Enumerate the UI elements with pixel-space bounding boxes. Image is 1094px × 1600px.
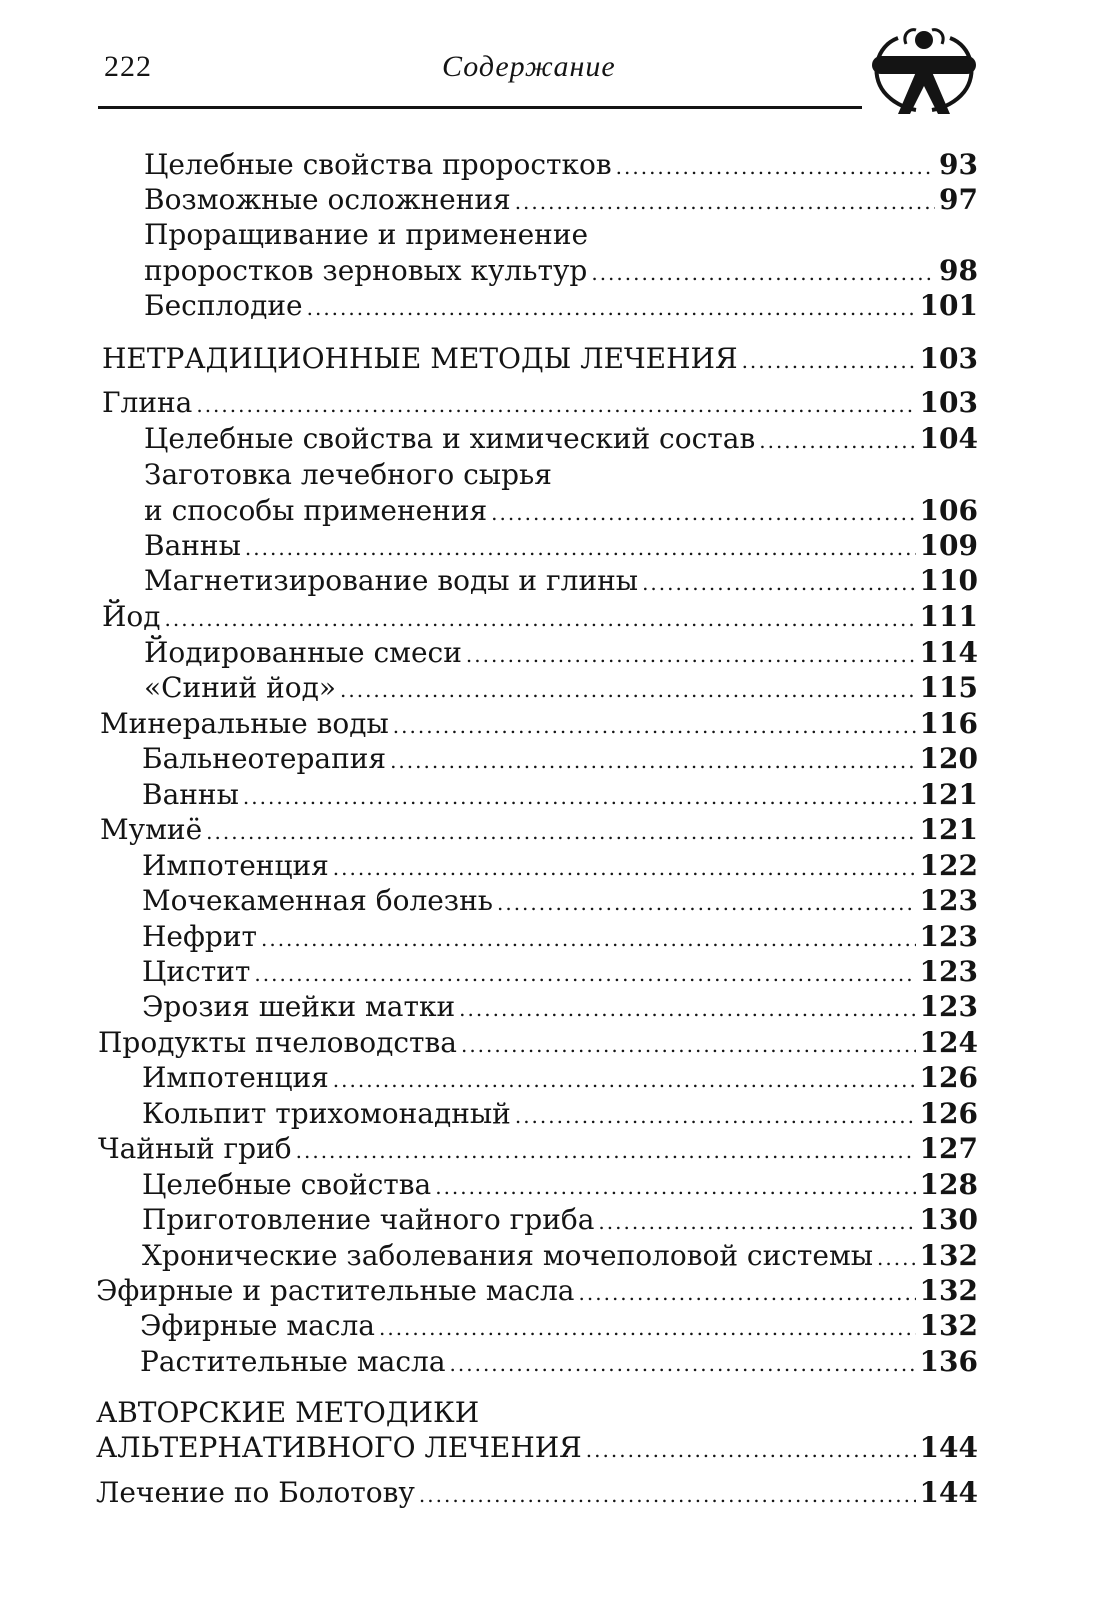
toc-entry-page: 115: [919, 671, 978, 704]
toc-entry-title: Кольпит трихомонадный: [142, 1097, 511, 1130]
dot-leader: [307, 291, 916, 325]
toc-entry: [98, 1132, 978, 1166]
toc-entry-title: Чайный гриб: [98, 1132, 292, 1165]
toc-entry-title: Возможные осложнения: [144, 183, 511, 216]
dot-leader: [515, 1099, 916, 1133]
toc-entry: [144, 148, 978, 182]
toc-entry-page: 104: [919, 422, 978, 455]
toc-entry-title: Лечение по Болотову: [96, 1476, 415, 1509]
toc-entry-page: 123: [919, 884, 978, 917]
dot-leader: [598, 1205, 915, 1239]
dot-leader: [642, 566, 915, 600]
dot-leader: [243, 780, 916, 814]
toc-entry-title: Проращивание и применение: [144, 218, 589, 251]
toc-entry-page: 123: [919, 955, 978, 988]
toc-entry: [142, 778, 978, 812]
toc-entry-page: 126: [919, 1097, 978, 1130]
toc-entry-title: Мочекаменная болезнь: [142, 884, 493, 917]
toc-entry: [144, 218, 588, 252]
toc-entry: [102, 386, 978, 420]
running-head: Содержание: [442, 50, 616, 83]
toc-entry-title: Импотенция: [142, 1061, 329, 1094]
toc-entry: [144, 494, 978, 528]
toc-entry-title: Эрозия шейки матки: [142, 990, 456, 1023]
toc-section-title: АВТОРСКИЕ МЕТОДИКИ: [96, 1396, 480, 1429]
toc-entry-page: 144: [919, 1476, 978, 1509]
toc-entry-title: «Синий йод»: [144, 671, 336, 704]
dot-leader: [196, 388, 915, 422]
toc-section: [96, 1431, 978, 1465]
toc-entry: [142, 990, 978, 1024]
toc-section: [96, 1396, 479, 1430]
dot-leader: [206, 815, 915, 849]
toc-entry: [98, 1026, 978, 1060]
toc-entry-page: 120: [919, 742, 978, 775]
toc-entry: [142, 1239, 978, 1273]
toc-entry: [144, 564, 978, 598]
toc-entry-title: Цистит: [142, 955, 251, 988]
dot-leader: [165, 602, 916, 636]
dot-leader: [586, 1433, 916, 1467]
toc-entry: [142, 955, 978, 989]
toc-entry-page: 127: [919, 1132, 978, 1165]
toc-entry-page: 128: [919, 1168, 978, 1201]
toc-entry-page: 116: [919, 707, 978, 740]
dot-leader: [579, 1276, 916, 1310]
toc-entry-page: 121: [919, 813, 978, 846]
dot-leader: [393, 709, 916, 743]
toc-entry-title: и способы применения: [144, 494, 488, 527]
toc-entry: [144, 183, 978, 217]
toc-entry: [144, 289, 978, 323]
dot-leader: [459, 992, 915, 1026]
toc-entry-title: Глина: [102, 386, 193, 419]
toc-entry-page: 114: [919, 636, 978, 669]
toc-entry-title: Мумиё: [100, 813, 203, 846]
dot-leader: [742, 344, 916, 378]
toc-entry-title: Хронические заболевания мочеполовой системы: [142, 1239, 874, 1272]
toc-entry-page: 121: [919, 778, 978, 811]
toc-entry: [142, 849, 978, 883]
dot-leader: [419, 1478, 916, 1512]
dot-leader: [491, 496, 915, 530]
toc-entry-title: Магнетизирование воды и глины: [144, 564, 639, 597]
toc-section-title: НЕТРАДИЦИОННЫЕ МЕТОДЫ ЛЕЧЕНИЯ: [102, 342, 738, 375]
toc-entry-title: Целебные свойства и химический состав: [144, 422, 756, 455]
toc-entry: [144, 458, 552, 492]
dot-leader: [333, 851, 916, 885]
toc-entry-page: 97: [939, 183, 978, 216]
toc-section-title: АЛЬТЕРНАТИВНОГО ЛЕЧЕНИЯ: [96, 1431, 582, 1464]
toc-entry: [102, 600, 978, 634]
dot-leader: [379, 1311, 916, 1345]
dot-leader: [245, 531, 916, 565]
toc-entry: [96, 1274, 978, 1308]
toc-entry-page: 132: [919, 1309, 978, 1342]
toc-entry: [140, 1309, 978, 1343]
toc-entry-page: 144: [919, 1431, 978, 1464]
toc-entry-title: Эфирные и растительные масла: [96, 1274, 575, 1307]
toc-entry: [144, 529, 978, 563]
toc-entry-title: Целебные свойства проростков: [144, 148, 612, 181]
dot-leader: [497, 886, 916, 920]
toc-entry: [142, 1061, 978, 1095]
dot-leader: [390, 744, 915, 778]
toc-entry-title: Эфирные масла: [140, 1309, 375, 1342]
dot-leader: [254, 957, 915, 991]
toc-entry: [144, 254, 978, 288]
toc-entry-title: Ванны: [142, 778, 239, 811]
toc-entry: [144, 636, 978, 670]
toc-entry-page: 103: [919, 342, 978, 375]
dot-leader: [296, 1134, 916, 1168]
toc-entry: [100, 813, 978, 847]
toc-entry: [142, 1097, 978, 1131]
toc-entry: [100, 707, 978, 741]
toc-entry-title: Нефрит: [142, 920, 257, 953]
toc-entry-title: Растительные масла: [140, 1345, 446, 1378]
toc-entry-page: 130: [919, 1203, 978, 1236]
toc-entry-page: 123: [919, 990, 978, 1023]
dot-leader: [435, 1170, 915, 1204]
toc-entry-page: 132: [919, 1239, 978, 1272]
toc-entry-page: 101: [919, 289, 978, 322]
toc-entry-title: Бесплодие: [144, 289, 303, 322]
toc-entry: [144, 422, 978, 456]
toc-entry: [142, 1203, 978, 1237]
toc-entry-page: 124: [919, 1026, 978, 1059]
dot-leader: [333, 1063, 916, 1097]
page-number: 222: [104, 50, 152, 83]
toc-entry: [140, 1345, 978, 1379]
toc-entry-page: 136: [919, 1345, 978, 1378]
dot-leader: [591, 256, 935, 290]
toc-entry-page: 98: [939, 254, 978, 287]
toc-entry-page: 93: [939, 148, 978, 181]
dot-leader: [340, 673, 916, 707]
dot-leader: [515, 185, 935, 219]
toc-entry-page: 126: [919, 1061, 978, 1094]
dot-leader: [616, 150, 935, 184]
toc-entry-title: проростков зерновых культур: [144, 254, 588, 287]
toc-section: [102, 342, 978, 376]
toc-entry: [96, 1476, 978, 1510]
dot-leader: [877, 1241, 916, 1275]
toc-entry-page: 106: [919, 494, 978, 527]
toc-entry-title: Целебные свойства: [142, 1168, 432, 1201]
dot-leader: [261, 922, 916, 956]
toc-entry-page: 109: [919, 529, 978, 562]
toc-entry-page: 123: [919, 920, 978, 953]
toc-entry-title: Импотенция: [142, 849, 329, 882]
toc-entry-title: Приготовление чайного гриба: [142, 1203, 595, 1236]
toc-entry-page: 132: [919, 1274, 978, 1307]
dot-leader: [461, 1028, 916, 1062]
toc-entry: [142, 884, 978, 918]
toc-entry-title: Ванны: [144, 529, 241, 562]
toc-entry-page: 111: [919, 600, 978, 633]
toc-entry: [144, 671, 978, 705]
toc-entry: [142, 920, 978, 954]
dot-leader: [759, 424, 915, 458]
toc-entry-title: Минеральные воды: [100, 707, 389, 740]
toc-entry: [142, 1168, 978, 1202]
toc-entry-page: 110: [919, 564, 978, 597]
toc-entry-title: Продукты пчеловодства: [98, 1026, 457, 1059]
dot-leader: [450, 1347, 916, 1381]
toc-entry-title: Бальнеотерапия: [142, 742, 387, 775]
toc-entry-title: Йод: [102, 600, 161, 633]
toc-entry-title: Йодированные смеси: [144, 636, 462, 669]
toc-entry-page: 103: [919, 386, 978, 419]
toc-entry-page: 122: [919, 849, 978, 882]
toc-entry-title: Заготовка лечебного сырья: [144, 458, 552, 491]
dot-leader: [466, 638, 916, 672]
toc-entry: [142, 742, 978, 776]
